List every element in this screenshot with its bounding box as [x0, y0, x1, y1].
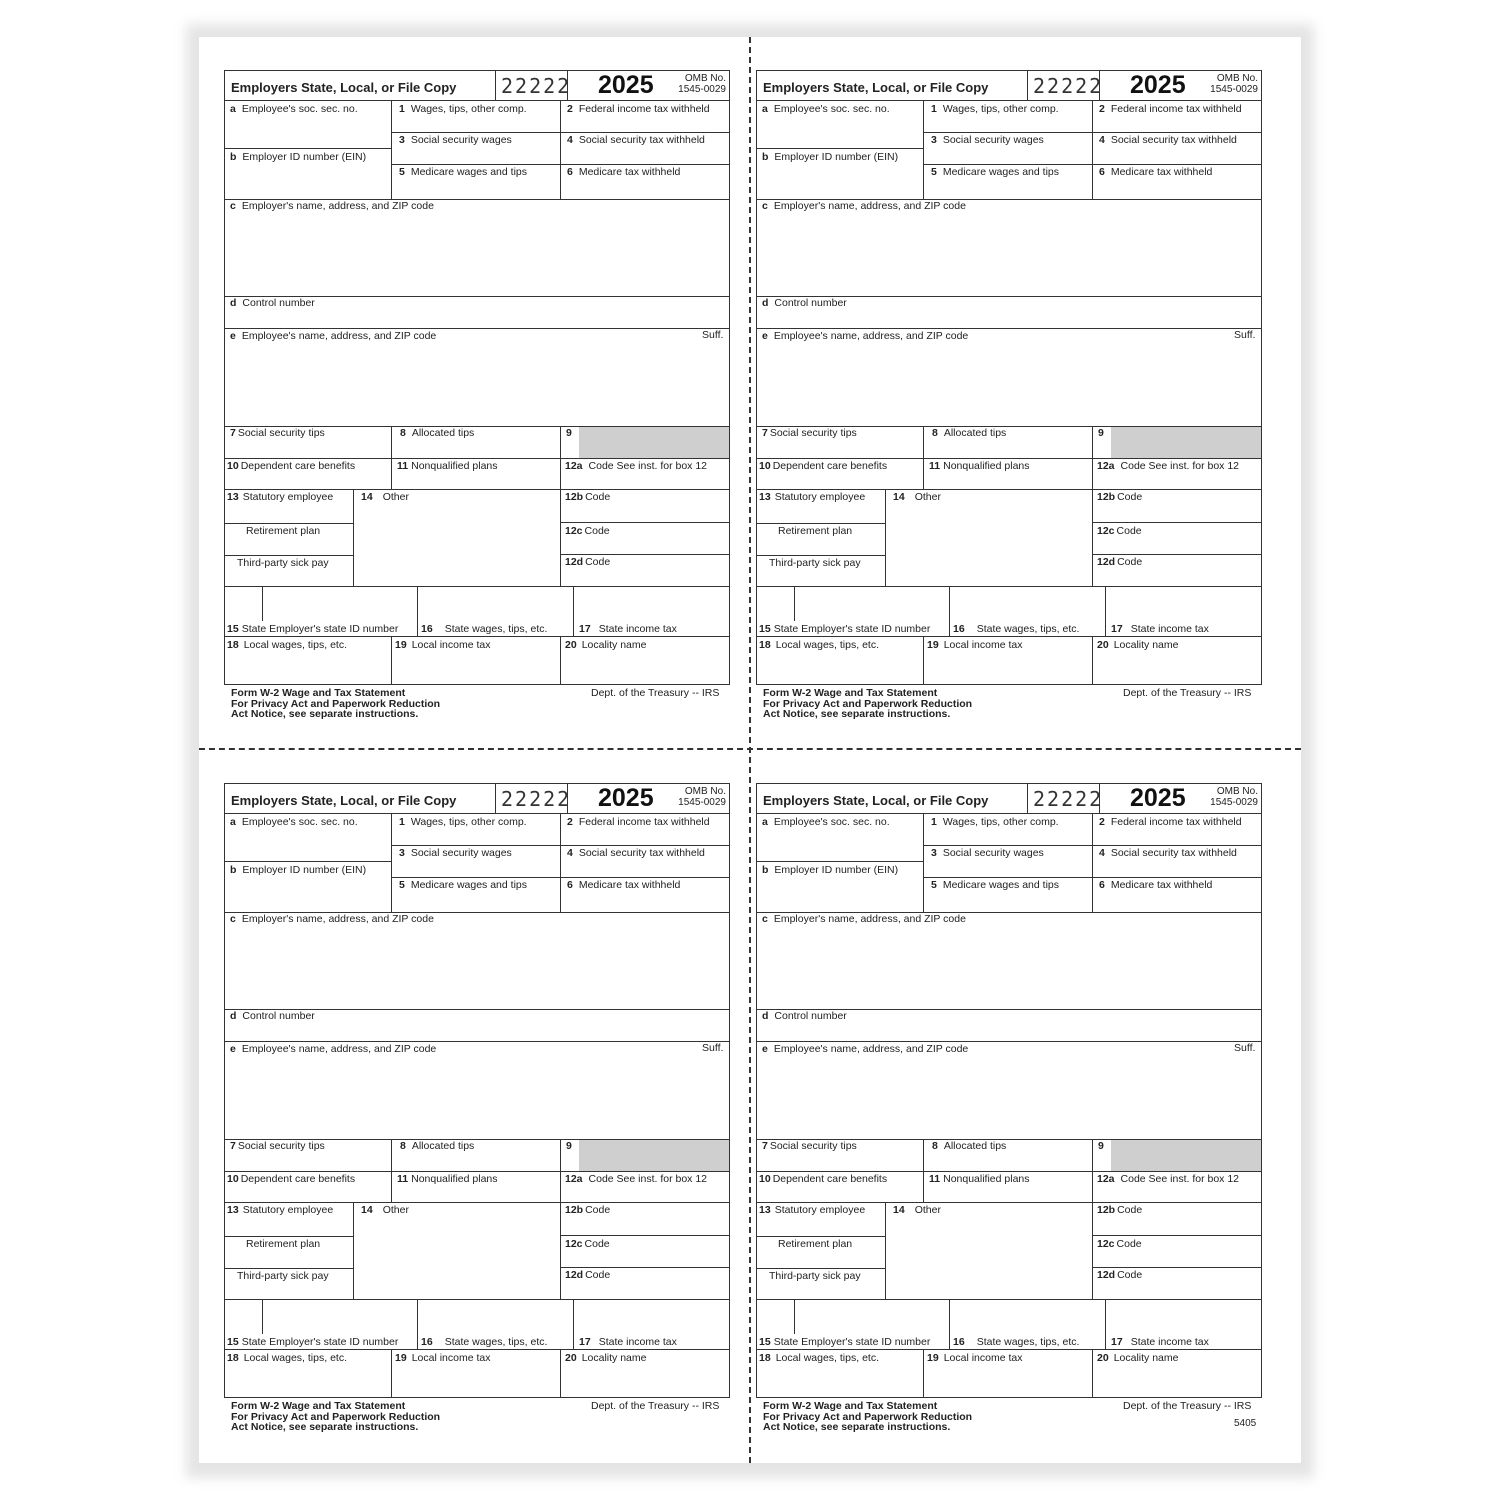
field-box17[interactable]: 17 State income tax	[1111, 1336, 1209, 1348]
field-box1[interactable]: 1 Wages, tips, other comp.	[931, 816, 1059, 828]
field-box14[interactable]: 14 Other	[893, 1204, 941, 1216]
field-box19[interactable]: 19 Local income tax	[395, 639, 491, 651]
field-box2[interactable]: 2 Federal income tax withheld	[567, 103, 710, 115]
treasury-label: Dept. of the Treasury -- IRS	[591, 687, 720, 699]
w2-form-bottom-left	[224, 783, 730, 1463]
field-box12a[interactable]: 12a Code See inst. for box 12	[1097, 1173, 1240, 1185]
box9-shading	[579, 1140, 729, 1171]
field-box15[interactable]: 15 State Employer's state ID number	[759, 1336, 931, 1348]
field-e[interactable]: e Employee's name, address, and ZIP code	[762, 330, 969, 342]
field-box12d[interactable]: 12d Code	[565, 1269, 611, 1281]
field-a[interactable]: a Employee's soc. sec. no.	[230, 816, 358, 828]
field-box11[interactable]: 11 Nonqualified plans	[397, 460, 498, 472]
field-box6[interactable]: 6 Medicare tax withheld	[1099, 166, 1213, 178]
field-box4[interactable]: 4 Social security tax withheld	[1099, 847, 1237, 859]
field-box10[interactable]: 10 Dependent care benefits	[759, 1173, 888, 1185]
field-box13[interactable]: 13 Statutory employee	[759, 1204, 866, 1216]
field-box7[interactable]: 7 Social security tips	[230, 427, 325, 439]
field-box18[interactable]: 18 Local wages, tips, etc.	[227, 1352, 347, 1364]
third-party-sick-pay-checkbox[interactable]: Third-party sick pay	[237, 557, 329, 569]
suffix-label: Suff.	[1234, 329, 1256, 341]
field-box18[interactable]: 18 Local wages, tips, etc.	[759, 639, 879, 651]
field-box12a[interactable]: 12a Code See inst. for box 12	[565, 460, 708, 472]
field-box11[interactable]: 11 Nonqualified plans	[929, 1173, 1030, 1185]
field-box17[interactable]: 17 State income tax	[579, 623, 677, 635]
form-code: 22222	[1033, 74, 1104, 98]
field-d[interactable]: d Control number	[762, 297, 847, 309]
field-box18[interactable]: 18 Local wages, tips, etc.	[227, 639, 347, 651]
field-box14[interactable]: 14 Other	[893, 491, 941, 503]
third-party-sick-pay-checkbox[interactable]: Third-party sick pay	[237, 1270, 329, 1282]
field-b[interactable]: b Employer ID number (EIN)	[230, 864, 367, 876]
form-title: Employers State, Local, or File Copy	[763, 793, 989, 808]
field-box9[interactable]: 9	[566, 427, 572, 439]
field-box6[interactable]: 6 Medicare tax withheld	[567, 879, 681, 891]
field-box12b[interactable]: 12b Code	[565, 491, 611, 503]
field-a[interactable]: a Employee's soc. sec. no.	[762, 103, 890, 115]
field-d[interactable]: d Control number	[230, 1010, 315, 1022]
w2-form-bottom-right	[756, 783, 1262, 1463]
field-box7[interactable]: 7 Social security tips	[762, 1140, 857, 1152]
form-number: 5405	[1234, 1418, 1257, 1429]
field-box2[interactable]: 2 Federal income tax withheld	[1099, 103, 1242, 115]
box9-shading	[1111, 427, 1261, 458]
treasury-label: Dept. of the Treasury -- IRS	[591, 1400, 720, 1412]
field-box6[interactable]: 6 Medicare tax withheld	[1099, 879, 1213, 891]
field-box4[interactable]: 4 Social security tax withheld	[567, 134, 705, 146]
field-box20[interactable]: 20 Locality name	[1097, 639, 1179, 651]
field-box18[interactable]: 18 Local wages, tips, etc.	[759, 1352, 879, 1364]
field-box12c[interactable]: 12c Code	[565, 1238, 610, 1250]
field-box5[interactable]: 5 Medicare wages and tips	[931, 166, 1059, 178]
field-box17[interactable]: 17 State income tax	[579, 1336, 677, 1348]
field-box12b[interactable]: 12b Code	[1097, 491, 1143, 503]
field-box12c[interactable]: 12c Code	[565, 525, 610, 537]
third-party-sick-pay-checkbox[interactable]: Third-party sick pay	[769, 1270, 861, 1282]
field-b[interactable]: b Employer ID number (EIN)	[762, 151, 899, 163]
field-box6[interactable]: 6 Medicare tax withheld	[567, 166, 681, 178]
suffix-label: Suff.	[702, 1042, 724, 1054]
w2-form-top-left	[224, 70, 730, 750]
form-title: Employers State, Local, or File Copy	[231, 793, 457, 808]
field-box11[interactable]: 11 Nonqualified plans	[397, 1173, 498, 1185]
form-code: 22222	[501, 74, 572, 98]
field-box12a[interactable]: 12a Code See inst. for box 12	[565, 1173, 708, 1185]
field-box8[interactable]: 8 Allocated tips	[400, 427, 475, 439]
field-box1[interactable]: 1 Wages, tips, other comp.	[931, 103, 1059, 115]
field-box1[interactable]: 1 Wages, tips, other comp.	[399, 816, 527, 828]
omb-number: OMB No. 1545-0029	[678, 73, 726, 95]
field-box12d[interactable]: 12d Code	[1097, 556, 1143, 568]
omb-number: OMB No. 1545-0029	[678, 786, 726, 808]
form-footer: Form W-2 Wage and Tax Statement For Privacy Act and Paperwork Reduction Act Notice, see separate instructions.	[763, 687, 973, 720]
field-c[interactable]: c Employer's name, address, and ZIP code	[762, 200, 966, 212]
field-c[interactable]: c Employer's name, address, and ZIP code	[230, 200, 434, 212]
field-box8[interactable]: 8 Allocated tips	[932, 427, 1007, 439]
field-box5[interactable]: 5 Medicare wages and tips	[399, 879, 527, 891]
field-box16[interactable]: 16 State wages, tips, etc.	[421, 1336, 548, 1348]
treasury-label: Dept. of the Treasury -- IRS	[1123, 687, 1252, 699]
treasury-label: Dept. of the Treasury -- IRS	[1123, 1400, 1252, 1412]
field-c[interactable]: c Employer's name, address, and ZIP code	[230, 913, 434, 925]
field-e[interactable]: e Employee's name, address, and ZIP code	[762, 1043, 969, 1055]
field-box12d[interactable]: 12d Code	[565, 556, 611, 568]
form-year: 2025	[1130, 71, 1186, 99]
field-box5[interactable]: 5 Medicare wages and tips	[399, 166, 527, 178]
field-box8[interactable]: 8 Allocated tips	[932, 1140, 1007, 1152]
field-a[interactable]: a Employee's soc. sec. no.	[762, 816, 890, 828]
field-box4[interactable]: 4 Social security tax withheld	[1099, 134, 1237, 146]
form-footer: Form W-2 Wage and Tax Statement For Privacy Act and Paperwork Reduction Act Notice, see separate instructions.	[231, 1400, 441, 1433]
suffix-label: Suff.	[1234, 1042, 1256, 1054]
field-box20[interactable]: 20 Locality name	[565, 1352, 647, 1364]
field-box19[interactable]: 19 Local income tax	[927, 639, 1023, 651]
field-box13[interactable]: 13 Statutory employee	[759, 491, 866, 503]
form-footer: Form W-2 Wage and Tax Statement For Privacy Act and Paperwork Reduction Act Notice, see separate instructions.	[231, 687, 441, 720]
field-box3[interactable]: 3 Social security wages	[399, 134, 512, 146]
field-box7[interactable]: 7 Social security tips	[230, 1140, 325, 1152]
field-box4[interactable]: 4 Social security tax withheld	[567, 847, 705, 859]
field-box11[interactable]: 11 Nonqualified plans	[929, 460, 1030, 472]
form-year: 2025	[1130, 784, 1186, 812]
field-d[interactable]: d Control number	[762, 1010, 847, 1022]
form-code: 22222	[1033, 787, 1104, 811]
field-box3[interactable]: 3 Social security wages	[931, 134, 1044, 146]
field-box16[interactable]: 16 State wages, tips, etc.	[421, 623, 548, 635]
field-b[interactable]: b Employer ID number (EIN)	[762, 864, 899, 876]
field-box13[interactable]: 13 Statutory employee	[227, 491, 334, 503]
field-box9[interactable]: 9	[566, 1140, 572, 1152]
omb-number: OMB No. 1545-0029	[1210, 786, 1258, 808]
field-a[interactable]: a Employee's soc. sec. no.	[230, 103, 358, 115]
field-box15[interactable]: 15 State Employer's state ID number	[759, 623, 931, 635]
field-d[interactable]: d Control number	[230, 297, 315, 309]
field-box12b[interactable]: 12b Code	[565, 1204, 611, 1216]
field-box10[interactable]: 10 Dependent care benefits	[227, 1173, 356, 1185]
retirement-plan-checkbox[interactable]: Retirement plan	[778, 1238, 853, 1250]
field-e[interactable]: e Employee's name, address, and ZIP code	[230, 330, 437, 342]
retirement-plan-checkbox[interactable]: Retirement plan	[778, 525, 853, 537]
field-e[interactable]: e Employee's name, address, and ZIP code	[230, 1043, 437, 1055]
form-footer: Form W-2 Wage and Tax Statement For Privacy Act and Paperwork Reduction Act Notice, see separate instructions.	[763, 1400, 973, 1433]
field-box20[interactable]: 20 Locality name	[565, 639, 647, 651]
field-box12c[interactable]: 12c Code	[1097, 1238, 1142, 1250]
field-box2[interactable]: 2 Federal income tax withheld	[1099, 816, 1242, 828]
field-c[interactable]: c Employer's name, address, and ZIP code	[762, 913, 966, 925]
form-code: 22222	[501, 787, 572, 811]
field-box8[interactable]: 8 Allocated tips	[400, 1140, 475, 1152]
field-box15[interactable]: 15 State Employer's state ID number	[227, 1336, 399, 1348]
field-box3[interactable]: 3 Social security wages	[399, 847, 512, 859]
third-party-sick-pay-checkbox[interactable]: Third-party sick pay	[769, 557, 861, 569]
field-box16[interactable]: 16 State wages, tips, etc.	[953, 623, 1080, 635]
box9-shading	[1111, 1140, 1261, 1171]
form-year: 2025	[598, 784, 654, 812]
form-year: 2025	[598, 71, 654, 99]
form-title: Employers State, Local, or File Copy	[763, 80, 989, 95]
field-box5[interactable]: 5 Medicare wages and tips	[931, 879, 1059, 891]
field-box7[interactable]: 7 Social security tips	[762, 427, 857, 439]
w2-form-top-right	[756, 70, 1262, 750]
field-box17[interactable]: 17 State income tax	[1111, 623, 1209, 635]
form-title: Employers State, Local, or File Copy	[231, 80, 457, 95]
field-b[interactable]: b Employer ID number (EIN)	[230, 151, 367, 163]
field-box10[interactable]: 10 Dependent care benefits	[227, 460, 356, 472]
field-box14[interactable]: 14 Other	[361, 1204, 409, 1216]
retirement-plan-checkbox[interactable]: Retirement plan	[246, 1238, 321, 1250]
field-box2[interactable]: 2 Federal income tax withheld	[567, 816, 710, 828]
field-box12a[interactable]: 12a Code See inst. for box 12	[1097, 460, 1240, 472]
field-box20[interactable]: 20 Locality name	[1097, 1352, 1179, 1364]
omb-number: OMB No. 1545-0029	[1210, 73, 1258, 95]
field-box13[interactable]: 13 Statutory employee	[227, 1204, 334, 1216]
retirement-plan-checkbox[interactable]: Retirement plan	[246, 525, 321, 537]
field-box15[interactable]: 15 State Employer's state ID number	[227, 623, 399, 635]
field-box9[interactable]: 9	[1098, 427, 1104, 439]
field-box19[interactable]: 19 Local income tax	[927, 1352, 1023, 1364]
field-box12b[interactable]: 12b Code	[1097, 1204, 1143, 1216]
field-box12c[interactable]: 12c Code	[1097, 525, 1142, 537]
vertical-perforation	[749, 37, 751, 1463]
field-box16[interactable]: 16 State wages, tips, etc.	[953, 1336, 1080, 1348]
field-box14[interactable]: 14 Other	[361, 491, 409, 503]
field-box9[interactable]: 9	[1098, 1140, 1104, 1152]
field-box3[interactable]: 3 Social security wages	[931, 847, 1044, 859]
field-box1[interactable]: 1 Wages, tips, other comp.	[399, 103, 527, 115]
box9-shading	[579, 427, 729, 458]
field-box12d[interactable]: 12d Code	[1097, 1269, 1143, 1281]
field-box10[interactable]: 10 Dependent care benefits	[759, 460, 888, 472]
suffix-label: Suff.	[702, 329, 724, 341]
field-box19[interactable]: 19 Local income tax	[395, 1352, 491, 1364]
